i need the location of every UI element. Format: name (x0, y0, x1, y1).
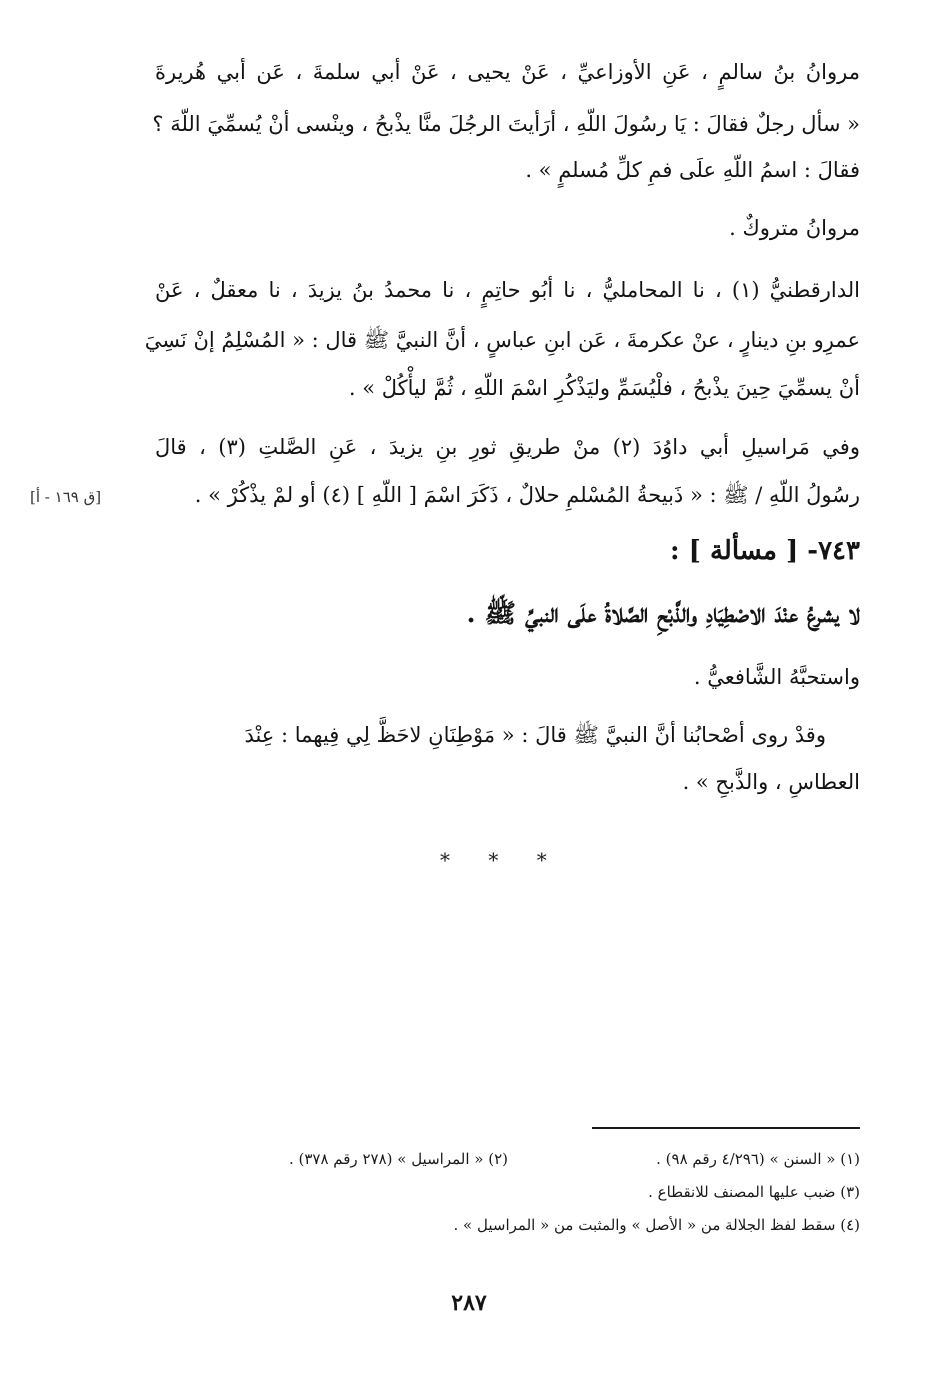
footnote-4: (٤) سقط لفظ الجلالة من « الأصل » والمثبت من « المراسيل » . (453, 1216, 860, 1234)
body-line-4: مروانُ متروكٌ . (729, 216, 860, 240)
body-line-8: وفي مَراسيلِ أبي داوُدَ (٢) منْ طريقِ ثورِ بنِ يزيدَ ، عَنِ الصَّلتِ (٣) ، قالَ (155, 435, 860, 459)
footnote-3: (٣) ضبب عليها المصنف للانقطاع . (648, 1183, 860, 1201)
body-line-9: رسُولُ اللّهِ / ﷺ : « ذَبيحةُ المُسْلمِ حلالٌ ، ذَكَرَ اسْمَ [ اللّهِ ] (٤) أو لمْ يذْكُرْ » . (194, 483, 860, 507)
footnote-1: (١) « السنن » (٤/٢٩٦ رقم ٩٨) . (656, 1150, 860, 1168)
body-line-3: فقالَ : اسمُ اللّهِ علَى فمِ كلِّ مُسلمٍ » . (525, 158, 860, 182)
body-line-2: « سأل رجلٌ فقالَ : يَا رسُولَ اللّهِ ، أرَأيتَ الرجُلَ منَّا يذْبحُ ، وينْسى أنْ يُسمِّيَ اللّهَ ؟ (152, 112, 860, 136)
body-line-7: أنْ يسمِّيَ حِينَ يذْبحُ ، فلْيُسَمِّ وليَذْكُرِ اسْمَ اللّهِ ، ثُمَّ ليأْكُلْ » . (348, 376, 860, 400)
body-line-11: وقدْ روى أصْحابُنا أنَّ النبيَّ ﷺ قالَ : « مَوْطِنَانِ لاحَظَّ لِي فِيهما : عِنْدَ (244, 723, 826, 747)
footnote-rule (592, 1127, 860, 1129)
masala-heading: ٧٤٣- [ مسألة ] : (669, 536, 860, 566)
section-separator: * * * (440, 848, 563, 872)
body-line-10: واستحبَّهُ الشَّافعيُّ . (693, 665, 860, 689)
manuscript-folio-ref: [ق ١٦٩ - أ] (30, 488, 102, 506)
page-number: ٢٨٧ (451, 1290, 487, 1316)
masala-rule: لا يشرعُ عنْدَ الاصْطِيَادِ والذَّبْحِ الصَّلاةُ علَى النبيِّ ﷺ . (466, 599, 860, 629)
body-line-1: مروانُ بنُ سالمٍ ، عَنِ الأوزاعيِّ ، عَنْ يحيى ، عَنْ أبي سلمةَ ، عَن أبي هُريرةَ (155, 60, 860, 84)
footnote-2: (٢) « المراسيل » (٢٧٨ رقم ٣٧٨) . (288, 1150, 508, 1168)
body-line-12: العطاسِ ، والذَّبحِ » . (682, 770, 860, 794)
body-line-5: الدارقطنيُّ (١) ، نا المحامليُّ ، نا أبُو حاتِمٍ ، نا محمدُ بنُ يزيدَ ، نا معقلٌ ، عَنْ (155, 278, 860, 302)
body-line-6: عمرِو بنِ دينارٍ ، عنْ عكرمةَ ، عَن ابنِ عباسٍ ، أنَّ النبيَّ ﷺ قال : « المُسْلِمُ إنْ نَسِيَ (144, 328, 860, 352)
